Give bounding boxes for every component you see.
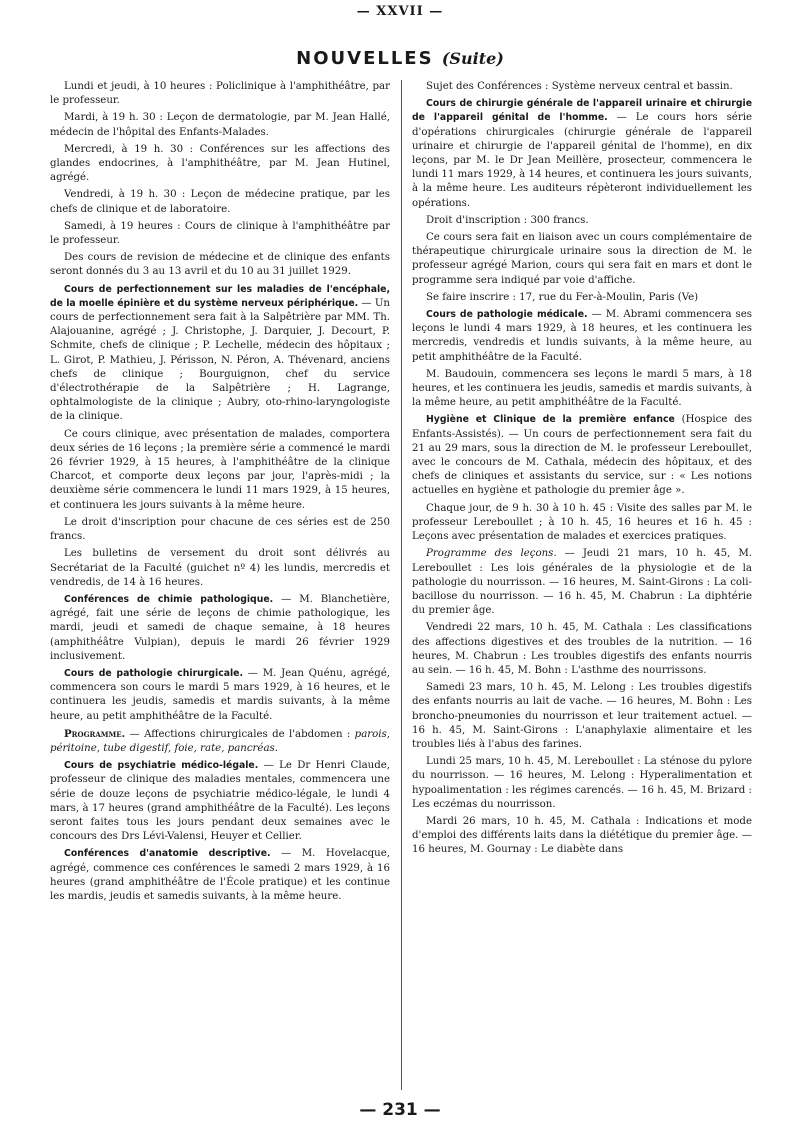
paragraph: Vendredi 22 mars, 10 h. 45, M. Cathala : Les classifications des affections digestives et des troubles de la nutrition. — 16 heures, M. Chabrun : Les troubles digestifs des enfants nourris au sein. — 16 h. 45, M. Bohn : L'asthme des nourrissons.: [412, 622, 752, 676]
column-divider: [401, 80, 402, 1090]
paragraph: [50, 727, 390, 756]
left-column: [50, 80, 390, 907]
paragraph: [50, 593, 390, 664]
paragraph-body: — Le cours hors série d'opérations chirurgicales (chirurgie générale de l'appareil urinaire et chirurgie de l'appareil génital de l'homme), en dix leçons, par M. le Dr Jean Meillère, prosecteur, commencera le lundi 11 mars 1929, à 14 heures, et continuera les jours suivants, à la même heure. Les auditeurs répèteront individuellement les opérations.: [412, 112, 752, 209]
paragraph: Lundi et jeudi, à 10 heures : Policlinique à l'amphithéâtre, par le professeur.: [50, 81, 390, 107]
section-heading: Conférences d'anatomie descriptive.: [64, 848, 271, 860]
paragraph: [50, 847, 390, 904]
paragraph: [412, 413, 752, 498]
section-heading: Cours de chirurgie générale de l'appareil urinaire et chirurgie de l'appareil génital de l'homme.: [412, 98, 752, 124]
section-heading: Programme.: [64, 727, 126, 740]
paragraph-body: (Hospice des Enfants-Assistés). — Un cours de perfectionnement sera fait du 21 au 29 mars, sous la direction de M. le professeur Lereboullet, avec le concours de M. Cathala, médecin des hôpitaux, et des chefs de cliniques et assistants du service, sur : « Les notions actuelles en hygiène et pathologie du premier âge ».: [412, 414, 752, 497]
paragraph: Lundi 25 mars, 10 h. 45, M. Lereboullet : La sténose du pylore du nourrisson. — 16 heures, M. Lelong : Hyperalimentation et hypoalimentation : les régimes carencés. — 16 h. 45, M. Brizard : Les eczémas du nourrisson.: [412, 756, 752, 810]
section-heading: Cours de pathologie médicale.: [426, 309, 588, 321]
section-heading: Hygiène et Clinique de la première enfance: [426, 414, 675, 426]
paragraph: Mercredi, à 19 h. 30 : Conférences sur les affections des glandes endocrines, à l'amphithéâtre, par M. Jean Hutinel, agrégé.: [50, 143, 390, 184]
right-column: [412, 80, 752, 861]
paragraph: [50, 667, 390, 724]
paragraph: Des cours de revision de médecine et de clinique des enfants seront donnés du 3 au 13 avril et du 10 au 31 juillet 1929.: [50, 252, 390, 278]
section-heading: Cours de perfectionnement sur les maladies de l'encéphale, de la moelle épinière et du système nerveux périphérique.: [50, 283, 390, 309]
italic-heading: Programme des leçons.: [426, 548, 557, 560]
paragraph-body: — M. Hovelacque, agrégé, commence ces conférences le samedi 2 mars 1929, à 16 heures (grand amphithéâtre de l'École pratique) et les continue les mardis, jeudis et samedis suivants, à la même heure.: [50, 848, 391, 902]
paragraph: Chaque jour, de 9 h. 30 à 10 h. 45 : Visite des salles par M. le professeur Lereboullet ; à 10 h. 45, 16 heures et 16 h. 45 : Leçons avec présentation de malades et exercices pratiques.: [412, 502, 752, 543]
paragraph: Mardi, à 19 h. 30 : Leçon de dermatologie, par M. Jean Hallé, médecin de l'hôpital des Enfants-Malades.: [50, 112, 390, 138]
paragraph: Sujet des Conférences : Système nerveux central et bassin.: [426, 81, 733, 92]
paragraph: Mardi 26 mars, 10 h. 45, M. Cathala : Indications et mode d'emploi des différents laits dans la diététique du premier âge. — 16 heures, M. Gournay : Le diabète dans: [412, 815, 752, 856]
paragraph: M. Baudouin, commencera ses leçons le mardi 5 mars, à 18 heures, et les continuera les jeudis, samedis et mardis suivants, à la même heure, au petit amphithéâtre de la Faculté.: [412, 368, 752, 409]
section-heading: Conférences de chimie pathologique.: [64, 593, 274, 605]
title-text: NOUVELLES: [296, 48, 434, 69]
italic-text: parois, péritoine, tube digestif, foie, rate, pancréas.: [50, 728, 390, 754]
paragraph: Le droit d'inscription pour chacune de ces séries est de 250 francs.: [50, 516, 390, 543]
paragraph-body: — Affections chirurgicales de l'abdomen :: [125, 728, 355, 740]
paragraph-body: — M. Abrami commencera ses leçons le lundi 4 mars 1929, à 18 heures, et les continuera les mercredis, vendredis et lundis suivants, à la même heure, au petit amphithéâtre de la Faculté.: [412, 309, 753, 363]
paragraph: Samedi 23 mars, 10 h. 45, M. Lelong : Les troubles digestifs des enfants nourris au lait de vache. — 16 heures, M. Bohn : Les broncho-pneumonies du nourrisson et leur traitement actuel. — 16 h. 45, M. Saint-Girons : L'anaphylaxie alimentaire et les troubles liés à l'abus des farines.: [412, 682, 752, 750]
paragraph: Les bulletins de versement du droit sont délivrés au Secrétariat de la Faculté (guichet nº 4) les lundis, mercredis et vendredis, de 14 à 16 heures.: [50, 548, 390, 588]
paragraph-body: — Le Dr Henri Claude, professeur de clinique des maladies mentales, commencera une série de douze leçons de psychiatrie médico-légale, le lundi 4 mars, à 17 heures (grand amphithéâtre de la Faculté). Les leçons seront faites tous les jours pendant deux semaines avec le concours des Drs Lévi-Valensi, Heuyer et Cellier.: [50, 760, 391, 843]
paragraph: Ce cours sera fait en liaison avec un cours complémentaire de thérapeutique chirurgicale urinaire sous la direction de M. le professeur agrégé Marion, cours qui sera fait en mars et dont le programme sera indiqué par voie d'affiche.: [412, 232, 752, 286]
page-title: [0, 48, 800, 69]
paragraph: Samedi, à 19 heures : Cours de clinique à l'amphithéâtre par le professeur.: [50, 220, 390, 247]
paragraph: Vendredi, à 19 h. 30 : Leçon de médecine pratique, par les chefs de clinique et de laboratoire.: [50, 189, 390, 215]
section-heading: Cours de pathologie chirurgicale.: [64, 667, 244, 679]
paragraph-body: — M. Jean Quénu, agrégé, commencera son cours le mardi 5 mars 1929, à 16 heures, et le continuera les jeudis, samedis et mardis suivants, à la même heure, au petit amphithéâtre de la Faculté.: [50, 667, 390, 722]
paragraph: Ce cours clinique, avec présentation de malades, comportera deux séries de 16 leçons ; la première série a commencé le mardi 26 février 1929, à 15 heures, à l'amphithéâtre de la clinique Charcot, et comporte deux leçons par jour, l'après-midi ; la deuxième série commencera le lundi 11 mars 1929, à 15 heures, et continuera les jours suivants à la même heure.: [50, 428, 390, 511]
section-heading: Cours de psychiatrie médico-légale.: [64, 760, 259, 772]
paragraph-body: — Jeudi 21 mars, 10 h. 45, M. Lereboullet : Les lois générales de la physiologie et de la pathologie du nourrisson. — 16 heures, M. Saint-Girons : La coli-bacillose du nourrisson. — 16 h. 45, M. Chabrun : La diphtérie du premier âge.: [412, 548, 752, 617]
paragraph: Se faire inscrire : 17, rue du Fer-à-Moulin, Paris (Ve): [426, 291, 699, 303]
paragraph: [412, 547, 752, 618]
paragraph: [50, 283, 390, 425]
paragraph: [412, 308, 752, 365]
paragraph: Droit d'inscription : 300 francs.: [426, 214, 589, 226]
title-suffix: (Suite): [441, 49, 504, 68]
page-number: — 231 —: [359, 1100, 441, 1120]
roman-page-numeral: — XXVII —: [356, 4, 444, 19]
paragraph-body: — Un cours de perfectionnement sera fait à la Salpêtrière par MM. Th. Alajouanine, agrégé ; J. Christophe, J. Darquier, J. Decourt, P. Schmite, chefs de clinique ; P. Lechelle, médecin des hôpitaux ; L. Girot, P. Mathieu, J. Périsson, N. Péron, A. Thévenard, anciens chefs de clinique ; Bourguignon, chef du service d'électrothérapie de la Salpêtrière ; H. Lagrange, ophtalmologiste de la clinique ; Aubry, oto-rhino-laryngologiste de la clinique.: [50, 297, 390, 423]
paragraph-body: — M. Blanchetière, agrégé, fait une série de leçons de chimie pathologique, les mardi, jeudi et samedi de chaque semaine, à 18 heures (amphithéâtre Vulpian), depuis le mardi 26 février 1929 inclusivement.: [50, 593, 390, 662]
paragraph: [412, 97, 752, 211]
paragraph: [50, 759, 390, 844]
